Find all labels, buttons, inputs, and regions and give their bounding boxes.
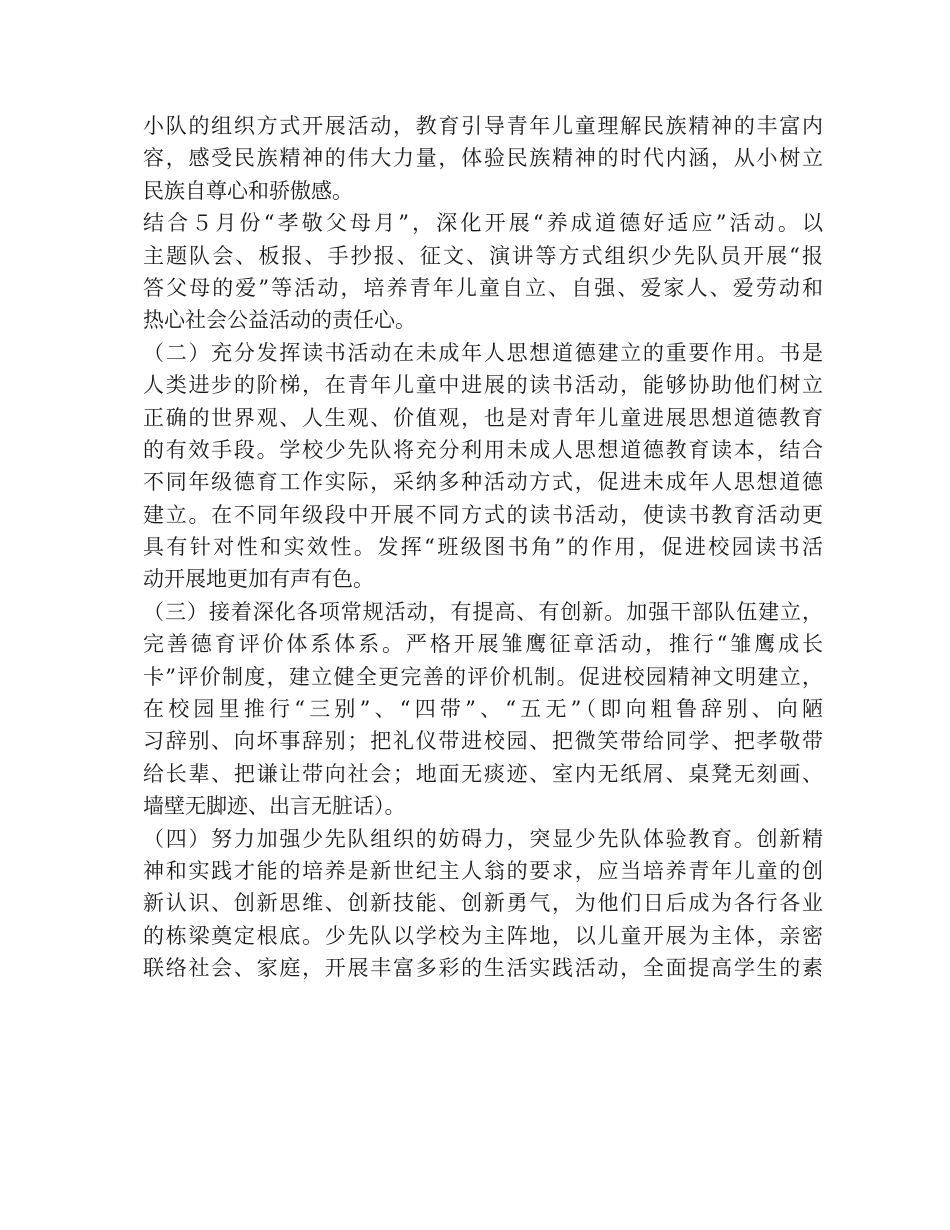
text-line: 完善德育评价体系体系。严格开展雏鹰征章活动，推行“雏鹰成长 [143,632,823,657]
text-line: 联络社会、家庭，开展丰富多彩的生活实践活动，全面提高学生的素 [143,956,823,981]
text-line: 结合５月份“孝敬父母月”，深化开展“养成道德好适应”活动。以 [143,211,823,236]
text-line: 不同年级德育工作实际，采纳多种活动方式，促进未成年人思想道德 [143,470,823,495]
text-line: 的有效手段。学校少先队将充分利用未成人思想道德教育读本，结合 [143,437,823,462]
text-line: 人类进步的阶梯，在青年儿童中进展的读书活动，能够协助他们树立 [143,373,823,398]
text-line: 民族自尊心和骄傲感。 [143,178,353,203]
text-line: 正确的世界观、人生观、价值观，也是对青年儿童进展思想道德教育 [143,405,823,430]
text-line: 建立。在不同年级段中开展不同方式的读书活动，使读书教育活动更 [143,502,823,527]
text-line: 卡”评价制度，建立健全更完善的评价机制。促进校园精神文明建立， [143,664,823,689]
text-line: 的栋梁奠定根底。少先队以学校为主阵地，以儿童开展为主体，亲密 [143,923,823,948]
text-line: 答父母的爱”等活动，培养青年儿童自立、自强、爱家人、爱劳动和 [143,275,823,300]
text-line: 热心社会公益活动的责任心。 [143,308,416,333]
text-line: 主题队会、板报、手抄报、征文、演讲等方式组织少先队员开展“报 [143,243,823,268]
body-text [143,110,823,985]
text-line: （二）充分发挥读书活动在未成年人思想道德建立的重要作用。书是 [143,340,823,365]
text-line: 容，感受民族精神的伟大力量，体验民族精神的时代内涵，从小树立 [143,146,823,171]
text-line: 习辞别、向坏事辞别；把礼仪带进校园、把微笑带给同学、把孝敬带 [143,729,823,754]
text-line: 在校园里推行“三别”、“四带”、“五无”（即向粗鲁辞别、向陋 [143,697,823,722]
text-line: 给长辈、把谦让带向社会；地面无痰迹、室内无纸屑、桌凳无刻画、 [143,761,823,786]
text-line: 新认识、创新思维、创新技能、创新勇气，为他们日后成为各行各业 [143,891,823,916]
text-line: （四）努力加强少先队组织的妨碍力，突显少先队体验教育。创新精 [143,826,823,851]
text-line: 具有针对性和实效性。发挥“班级图书角”的作用，促进校园读书活 [143,535,823,560]
text-line: 神和实践才能的培养是新世纪主人翁的要求，应当培养青年儿童的创 [143,858,823,883]
text-line: 墙壁无脚迹、出言无脏话）。 [143,794,406,819]
text-line: （三）接着深化各项常规活动，有提高、有创新。加强干部队伍建立， [143,599,823,624]
text-line: 动开展地更加有声有色。 [143,567,374,592]
text-line: 小队的组织方式开展活动，教育引导青年儿童理解民族精神的丰富内 [143,114,823,138]
